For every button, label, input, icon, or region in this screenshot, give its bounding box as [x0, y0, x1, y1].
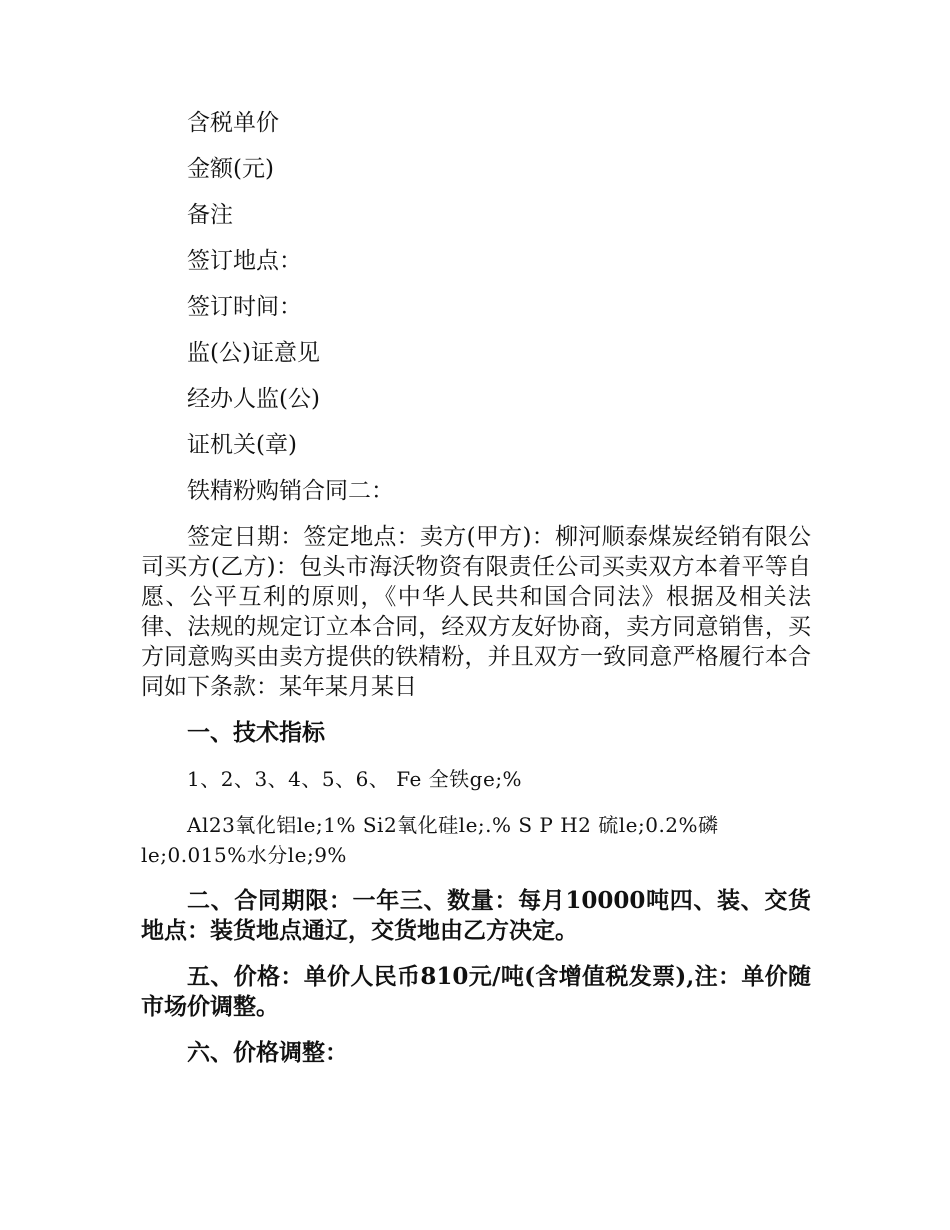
spec-line-1: 1、2、3、4、5、6、 Fe 全铁ge;% [187, 767, 523, 791]
field-tax-inclusive-unit-price: 含税单价 [187, 110, 279, 136]
field-notary-opinion: 监(公)证意见 [187, 340, 320, 366]
field-amount: 金额(元) [187, 156, 274, 182]
section2-paragraph: 二、合同期限：一年三、数量：每月10000吨四、装、交货地点：装货地点通辽，交货地由乙方决定。 [141, 887, 811, 944]
field-signing-time: 签订时间： [187, 294, 302, 320]
field-remarks: 备注 [187, 202, 233, 228]
contract-two-title: 铁精粉购销合同二： [187, 478, 394, 504]
field-handler-notary: 经办人监(公) [187, 386, 320, 412]
document-page [141, 108, 811, 1084]
field-signing-place: 签订地点： [187, 248, 302, 274]
section5-paragraph: 五、价格：单价人民币810元/吨(含增值税发票),注：单价随市场价调整。 [141, 963, 811, 1020]
spec-line-2: Al23氧化铝le;1% Si2氧化硅le;.% S P H2 硫le;0.2%磷le;0.015%水分le;9% [141, 813, 719, 867]
intro-paragraph: 签定日期：签定地点：卖方(甲方)：柳河顺泰煤炭经销有限公司买方(乙方)：包头市海沃物资有限责任公司买卖双方本着平等自愿、公平互利的原则，《中华人民共和国合同法》根据及相关法律、法规的规定订立本合同，经双方友好协商，卖方同意销售，买方同意购买由卖方提供的铁精粉，并且双方一致同意严格履行本合同如下条款：某年某月某日 [141, 524, 811, 700]
section6-heading: 六、价格调整： [187, 1039, 348, 1066]
field-certification-authority: 证机关(章) [187, 432, 297, 458]
section1-heading: 一、技术指标 [187, 719, 325, 746]
